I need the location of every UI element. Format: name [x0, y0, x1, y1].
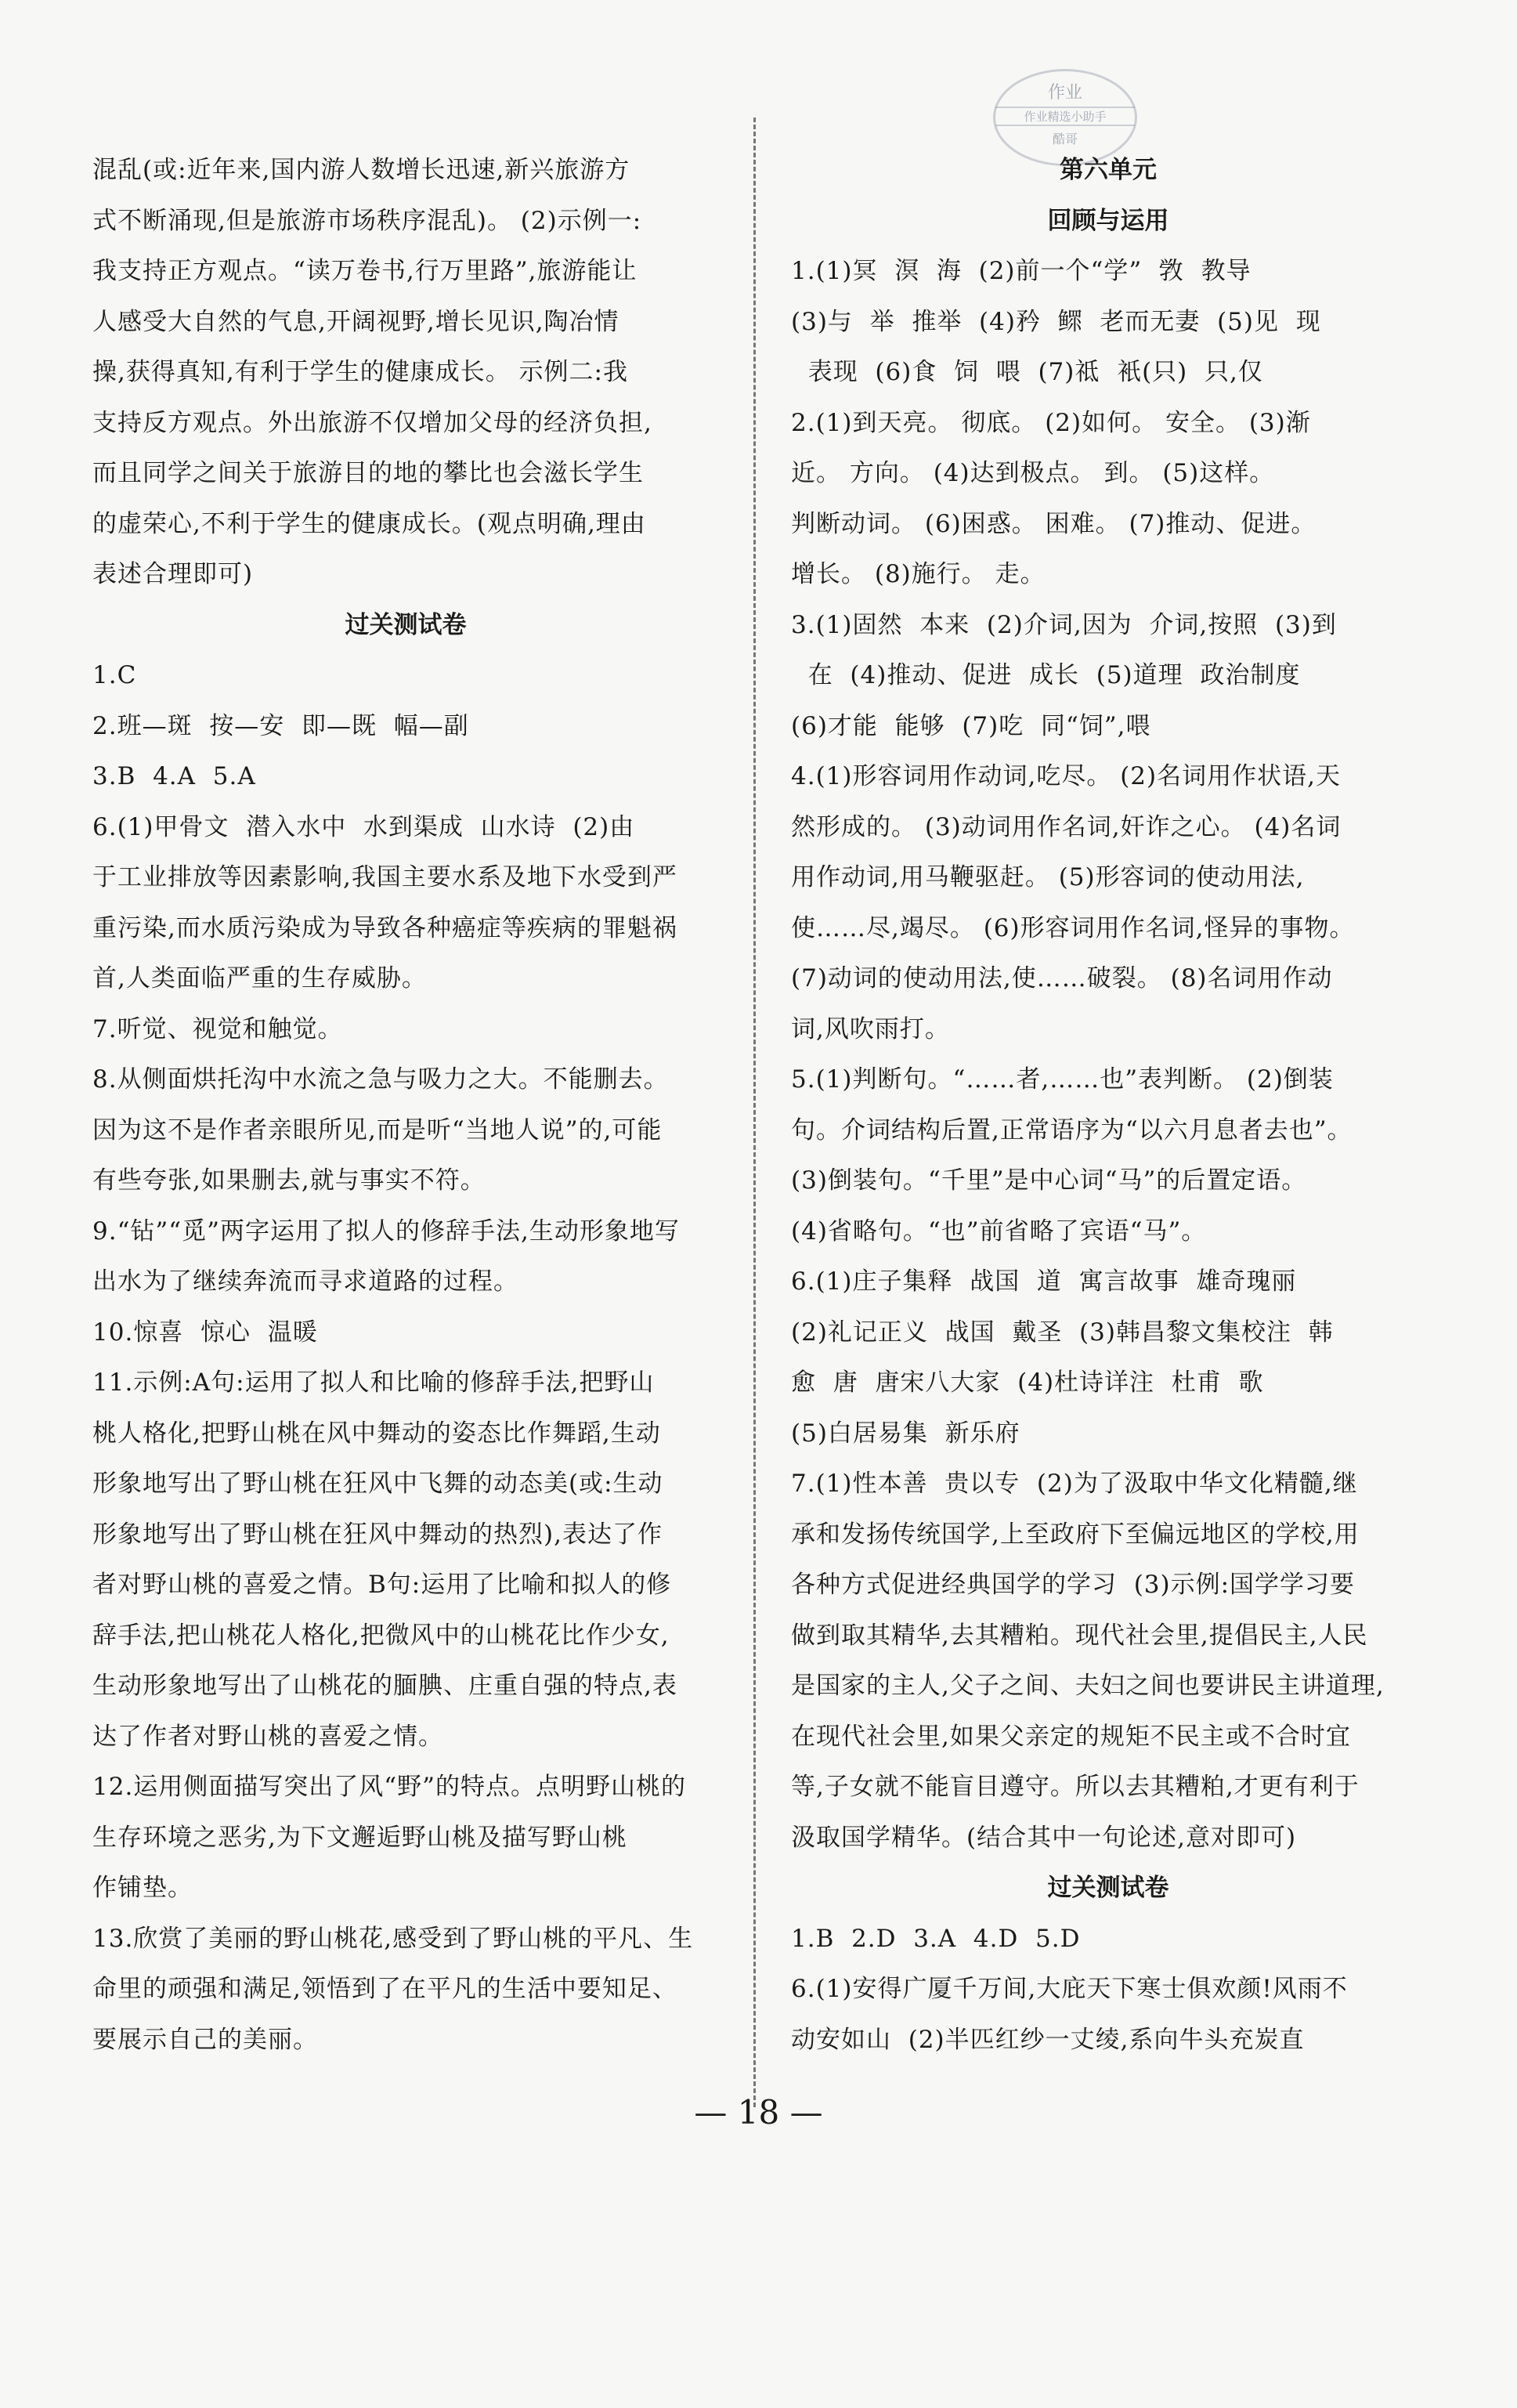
- left-column: [92, 145, 719, 2065]
- stamp-footer: 酷哥: [1052, 132, 1078, 146]
- section-heading: 过关测试卷: [345, 610, 467, 639]
- text-line: 者对野山桃的喜爱之情。B句:运用了比喻和拟人的修: [92, 1571, 672, 1599]
- section-heading: 第六单元: [1060, 156, 1157, 184]
- text-line: 6.(1)安得广厦千万间,大庇天下寒士俱欢颜!风雨不: [791, 1975, 1348, 2003]
- text-line: 各种方式促进经典国学的学习 (3)示例:国学学习要: [791, 1571, 1356, 1599]
- text-line: 6.(1)甲骨文 潜入水中 水到渠成 山水诗 (2)由: [92, 812, 635, 841]
- text-line: 12.运用侧面描写突出了风“野”的特点。点明野山桃的: [92, 1773, 686, 1801]
- text-line: 4.(1)形容词用作动词,吃尽。 (2)名词用作状语,天: [791, 762, 1341, 790]
- text-line: 1.C: [92, 661, 137, 689]
- text-line: 用作动词,用马鞭驱赶。 (5)形容词的使动用法,: [791, 863, 1305, 891]
- text-line: 首,人类面临严重的生存威胁。: [92, 964, 427, 992]
- text-line: 2.(1)到天亮。 彻底。 (2)如何。 安全。 (3)渐: [791, 408, 1311, 437]
- text-line: 有些夸张,如果删去,就与事实不符。: [92, 1166, 486, 1195]
- text-line: 人感受大自然的气息,开阔视野,增长见识,陶冶情: [92, 307, 619, 336]
- text-line: 近。 方向。 (4)达到极点。 到。 (5)这样。: [791, 459, 1275, 487]
- text-line: 形象地写出了野山桃在狂风中舞动的热烈),表达了作: [92, 1520, 663, 1549]
- text-line: 桃人格化,把野山桃在风中舞动的姿态比作舞蹈,生动: [92, 1419, 661, 1448]
- text-line: 1.B 2.D 3.A 4.D 5.D: [791, 1924, 1081, 1953]
- text-line: 3.B 4.A 5.A: [92, 762, 256, 790]
- text-line: 使……尽,竭尽。 (6)形容词用作名词,怪异的事物。: [791, 913, 1355, 942]
- stamp-title: 作业: [1047, 83, 1082, 103]
- text-line: 的虚荣心,不利于学生的健康成长。(观点明确,理由: [92, 509, 646, 538]
- section-heading: 回顾与运用: [1047, 206, 1169, 235]
- text-line: 命里的顽强和满足,领悟到了在平凡的生活中要知足、: [92, 1975, 677, 2003]
- text-line: 11.示例:A句:运用了拟人和比喻的修辞手法,把野山: [92, 1369, 655, 1397]
- text-line: 承和发扬传统国学,上至政府下至偏远地区的学校,用: [791, 1520, 1360, 1549]
- text-line: (4)省略句。“也”前省略了宾语“马”。: [791, 1217, 1207, 1246]
- text-line: 辞手法,把山桃花人格化,把微风中的山桃花比作少女,: [92, 1621, 670, 1650]
- text-line: (6)才能 能够 (7)吃 同“饲”,喂: [791, 711, 1151, 740]
- text-line: 而且同学之间关于旅游目的地的攀比也会滋长学生: [92, 459, 644, 487]
- text-line: 达了作者对野山桃的喜爱之情。: [92, 1722, 443, 1751]
- text-line: (2)礼记正义 战国 戴圣 (3)韩昌黎文集校注 韩: [791, 1318, 1334, 1347]
- text-line: 6.(1)庄子集释 战国 道 寓言故事 雄奇瑰丽: [791, 1267, 1297, 1296]
- column-divider: [753, 118, 756, 2107]
- text-line: 10.惊喜 惊心 温暖: [92, 1318, 318, 1347]
- text-line: 作铺垫。: [92, 1874, 193, 1902]
- text-line: 因为这不是作者亲眼所见,而是听“当地人说”的,可能: [92, 1115, 663, 1144]
- text-line: 1.(1)冥 溟 海 (2)前一个“学” 敩 教导: [791, 257, 1252, 285]
- text-line: 是国家的主人,父子之间、夫妇之间也要讲民主讲道理,: [791, 1672, 1385, 1700]
- text-line: 我支持正方观点。“读万卷书,行万里路”,旅游能让: [92, 257, 638, 285]
- text-line: 表述合理即可): [92, 560, 254, 588]
- text-line: 重污染,而水质污染成为导致各种癌症等疾病的罪魁祸: [92, 913, 677, 942]
- text-line: 7.(1)性本善 贵以专 (2)为了汲取中华文化精髓,继: [791, 1470, 1358, 1498]
- text-line: 表现 (6)食 饲 喂 (7)祗 衹(只) 只,仅: [791, 358, 1263, 386]
- text-line: 式不断涌现,但是旅游市场秩序混乱)。 (2)示例一:: [92, 206, 642, 235]
- text-line: 支持反方观点。外出旅游不仅增加父母的经济负担,: [92, 408, 652, 437]
- text-line: (5)白居易集 新乐府: [791, 1419, 1020, 1448]
- text-line: 汲取国学精华。(结合其中一句论述,意对即可): [791, 1823, 1297, 1852]
- text-line: 生存环境之恶劣,为下文邂逅野山桃及描写野山桃: [92, 1823, 627, 1852]
- text-line: 等,子女就不能盲目遵守。所以去其糟粕,才更有利于: [791, 1773, 1360, 1801]
- text-line: 要展示自己的美丽。: [92, 2025, 318, 2054]
- text-line: 词,风吹雨打。: [791, 1014, 950, 1043]
- text-line: 在现代社会里,如果父亲定的规矩不民主或不合时宜: [791, 1722, 1351, 1751]
- text-line: 3.(1)固然 本来 (2)介词,因为 介词,按照 (3)到: [791, 610, 1337, 639]
- text-line: (3)与 举 推举 (4)矜 鳏 老而无妻 (5)见 现: [791, 307, 1321, 336]
- text-line: 混乱(或:近年来,国内游人数增长迅速,新兴旅游方: [92, 156, 630, 184]
- text-line: 做到取其精华,去其糟粕。现代社会里,提倡民主,人民: [791, 1621, 1368, 1650]
- text-line: 增长。 (8)施行。 走。: [791, 560, 1046, 588]
- text-line: 于工业排放等因素影响,我国主要水系及地下水受到严: [92, 863, 677, 891]
- text-line: 操,获得真知,有利于学生的健康成长。 示例二:我: [92, 358, 629, 386]
- text-line: 判断动词。 (6)困惑。 困难。 (7)推动、促进。: [791, 509, 1317, 538]
- text-line: 形象地写出了野山桃在狂风中飞舞的动态美(或:生动: [92, 1470, 663, 1498]
- page-number: — 18 —: [694, 2093, 823, 2131]
- text-line: 愈 唐 唐宋八大家 (4)杜诗详注 杜甫 歌: [791, 1369, 1264, 1397]
- stamp-subtitle: 作业精选小助手: [995, 107, 1135, 126]
- text-line: 7.听觉、视觉和触觉。: [92, 1014, 343, 1043]
- text-line: 8.从侧面烘托沟中水流之急与吸力之大。不能删去。: [92, 1065, 669, 1094]
- text-line: 9.“钻”“觅”两字运用了拟人的修辞手法,生动形象地写: [92, 1217, 680, 1246]
- text-line: 出水为了继续奔流而寻求道路的过程。: [92, 1267, 518, 1296]
- right-column: [791, 145, 1425, 2065]
- text-line: (3)倒装句。“千里”是中心词“马”的后置定语。: [791, 1166, 1307, 1195]
- text-line: 动安如山 (2)半匹红纱一丈绫,系向牛头充炭直: [791, 2025, 1305, 2054]
- section-heading: 过关测试卷: [1047, 1874, 1169, 1902]
- text-line: 生动形象地写出了山桃花的腼腆、庄重自强的特点,表: [92, 1672, 677, 1700]
- text-line: 5.(1)判断句。“……者,……也”表判断。 (2)倒装: [791, 1065, 1334, 1094]
- text-line: (7)动词的使动用法,使……破裂。 (8)名词用作动: [791, 964, 1333, 992]
- text-line: 2.班—斑 按—安 即—既 幅—副: [92, 711, 469, 740]
- text-line: 13.欣赏了美丽的野山桃花,感受到了野山桃的平凡、生: [92, 1924, 694, 1953]
- text-line: 句。介词结构后置,正常语序为“以六月息者去也”。: [791, 1115, 1353, 1144]
- text-line: 在 (4)推动、促进 成长 (5)道理 政治制度: [791, 661, 1301, 689]
- text-line: 然形成的。 (3)动词用作名词,奸诈之心。 (4)名词: [791, 812, 1342, 841]
